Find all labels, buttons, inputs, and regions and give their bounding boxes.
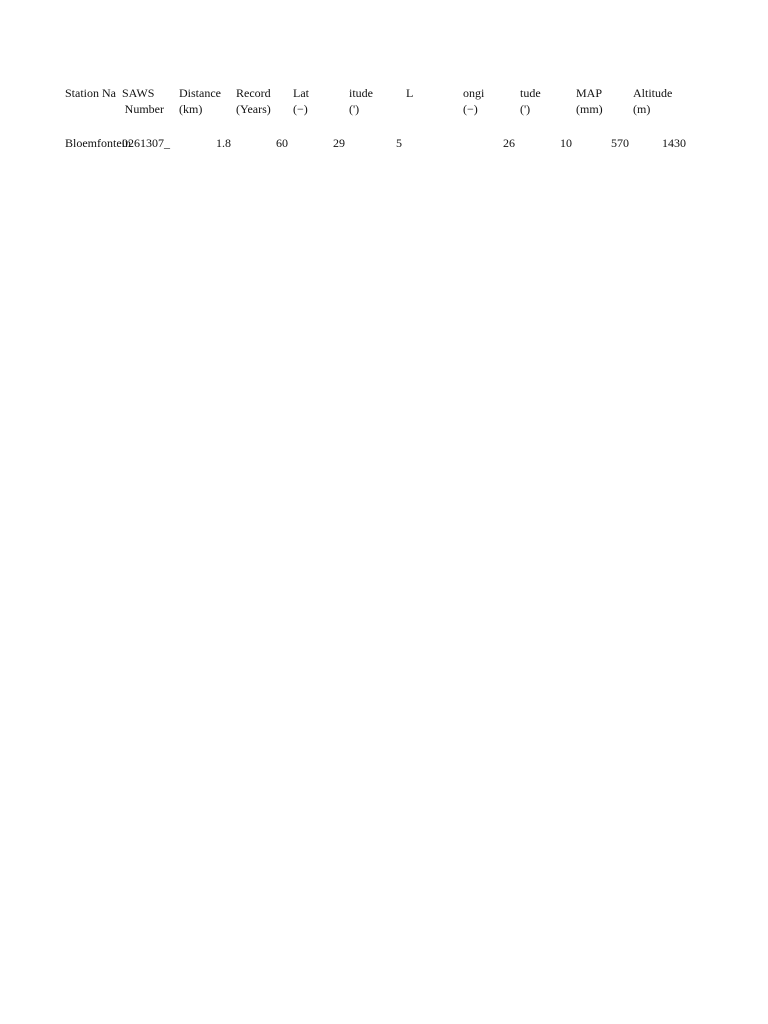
table-row-map: 570 bbox=[611, 136, 629, 150]
header-distance-unit: (km) bbox=[179, 102, 203, 116]
header-distance: Distance bbox=[179, 86, 221, 100]
table-row-latitude-minutes: 5 bbox=[396, 136, 402, 150]
header-altitude: Altitude bbox=[633, 86, 673, 100]
table-row-record: 60 bbox=[276, 136, 288, 150]
header-record: Record bbox=[236, 86, 271, 100]
table-row-saws-number: 0261307_ bbox=[122, 136, 170, 150]
header-saws: SAWS bbox=[122, 86, 155, 100]
header-longitude-part3: tude bbox=[520, 86, 541, 100]
header-latitude-degrees-unit: (−) bbox=[293, 102, 308, 116]
header-longitude-part2: ongi bbox=[463, 86, 485, 100]
header-station-name: Station Na bbox=[65, 86, 116, 100]
header-altitude-unit: (m) bbox=[633, 102, 651, 116]
header-map: MAP bbox=[576, 86, 603, 100]
table-row-longitude-minutes: 10 bbox=[560, 136, 572, 150]
header-latitude-part1: Lat bbox=[293, 86, 309, 100]
table-row-latitude-degrees: 29 bbox=[333, 136, 345, 150]
header-record-unit: (Years) bbox=[236, 102, 271, 116]
header-longitude-degrees-unit: (−) bbox=[463, 102, 478, 116]
header-longitude-part1: L bbox=[406, 86, 414, 100]
header-map-unit: (mm) bbox=[576, 102, 603, 116]
table-row-altitude: 1430 bbox=[662, 136, 686, 150]
header-latitude-minutes-unit: (') bbox=[349, 102, 360, 116]
table-row-station-name: Bloemfontein bbox=[65, 136, 131, 150]
header-latitude-part2: itude bbox=[349, 86, 373, 100]
table-row-distance: 1.8 bbox=[216, 136, 231, 150]
table-row-longitude-degrees: 26 bbox=[503, 136, 515, 150]
header-longitude-minutes-unit: (') bbox=[520, 102, 531, 116]
header-saws-number: Number bbox=[124, 102, 164, 116]
